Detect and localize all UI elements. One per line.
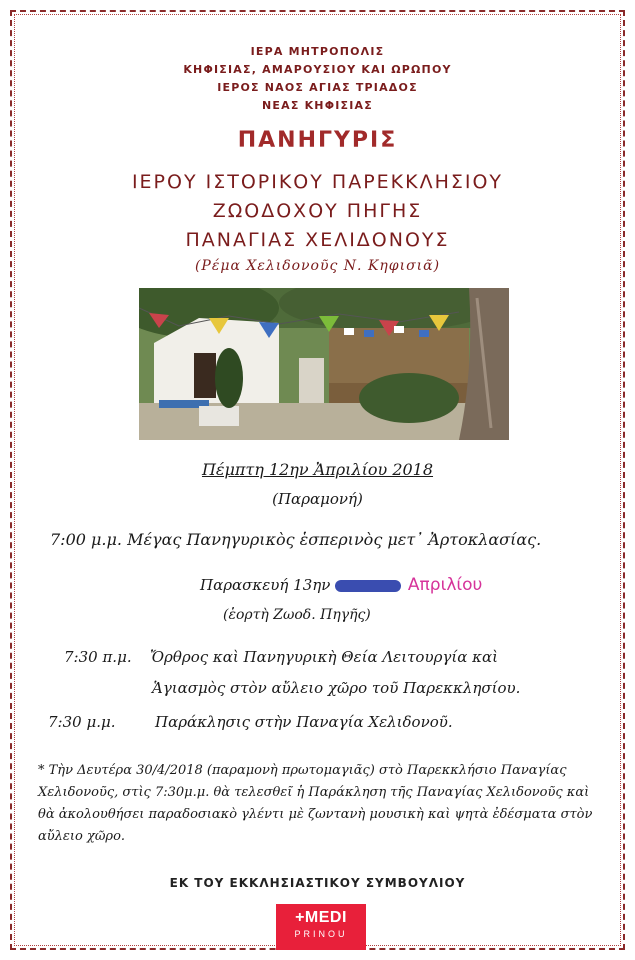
subtitle-line-3: ΠΑΝΑΓΙΑΣ ΧΕΛΙΔΟΝΟΥΣ — [185, 229, 450, 251]
page-title: ΠΑΝΗΓΥΡΙΣ — [237, 128, 398, 153]
header-line-1: ΙΕΡΑ ΜΗΤΡΟΠΟΛΙΣ — [250, 45, 385, 58]
day2-event1-cont: Ἁγιασμὸς στὸν αὔλειο χῶρο τοῦ Παρεκκλησίου. — [152, 679, 521, 697]
day1-event: 7:00 μ.μ. Μέγας Πανηγυρικὸς ἑσπερινὸς μετ᾽ Ἀρτοκλασίας. — [50, 530, 542, 549]
day2-prefix: Παρασκευή 13ην — [200, 576, 331, 594]
signature: ΕΚ ΤΟΥ ΕΚΚΛΗΣΙΑΣΤΙΚΟΥ ΣΥΜΒΟΥΛΙΟΥ — [169, 876, 466, 890]
day1-note: (Παραμονή) — [272, 490, 363, 508]
header-line-2: ΚΗΦΙΣΙΑΣ, ΑΜΑΡΟΥΣΙΟΥ ΚΑΙ ΩΡΩΠΟΥ — [183, 63, 452, 76]
subtitle-line-1: ΙΕΡΟΥ ΙΣΤΟΡΙΚΟΥ ΠΑΡΕΚΚΛΗΣΙΟΥ — [131, 171, 504, 193]
day2-note: (ἑορτὴ Ζωοδ. Πηγῆς) — [223, 607, 371, 623]
crossed-out-mark — [335, 580, 401, 592]
printer-logo — [276, 904, 366, 950]
day2-event2-time: 7:30 μ.μ. — [48, 713, 116, 731]
header-line-3: ΙΕΡΟΣ ΝΑΟΣ ΑΓΙΑΣ ΤΡΙΑΔΟΣ — [217, 81, 418, 94]
logo-line-2: PRINOU — [294, 929, 348, 939]
subtitle-line-2: ΖΩΟΔΟΧΟΥ ΠΗΓΗΣ — [212, 200, 423, 222]
day2-event1-time: 7:30 π.μ. — [64, 648, 132, 666]
logo-line-1: +MEDI — [295, 909, 347, 926]
day2-event1-text: Ὄρθρος καὶ Πανηγυρικὴ Θεία Λειτουργία καὶ — [150, 648, 498, 666]
location-text: (Ρέμα Χελιδονοῦς Ν. Κηφισιᾶ) — [194, 258, 441, 274]
header-line-4: ΝΕΑΣ ΚΗΦΙΣΙΑΣ — [262, 99, 373, 112]
chapel-photo — [139, 288, 509, 440]
day2-hand-correction: Απριλίου — [407, 575, 483, 595]
day1-date: Πέμπτη 12ην Ἀπριλίου 2018 — [201, 460, 434, 479]
day2-event2-text: Παράκλησις στὴν Παναγία Χελιδονοῦ. — [155, 713, 453, 731]
note-paragraph: * Τὴν Δευτέρα 30/4/2018 (παραμονὴ πρωτομαγιᾶς) στὸ Παρεκκλήσιο Παναγίας Χελιδονοῦς, στὶς 7:30μ.μ. θὰ τελεσθεῖ ἡ Παράκληση τῆς Παναγίας Χελιδονοῦς καὶ θὰ ἀκολουθήσει παραδοσιακὸ γλέντι μὲ ζωντανὴ μουσικὴ καὶ ψητὰ ἐδέσματα στὸν αὔλειο χῶρο. — [38, 763, 593, 844]
day2-date — [200, 575, 482, 595]
